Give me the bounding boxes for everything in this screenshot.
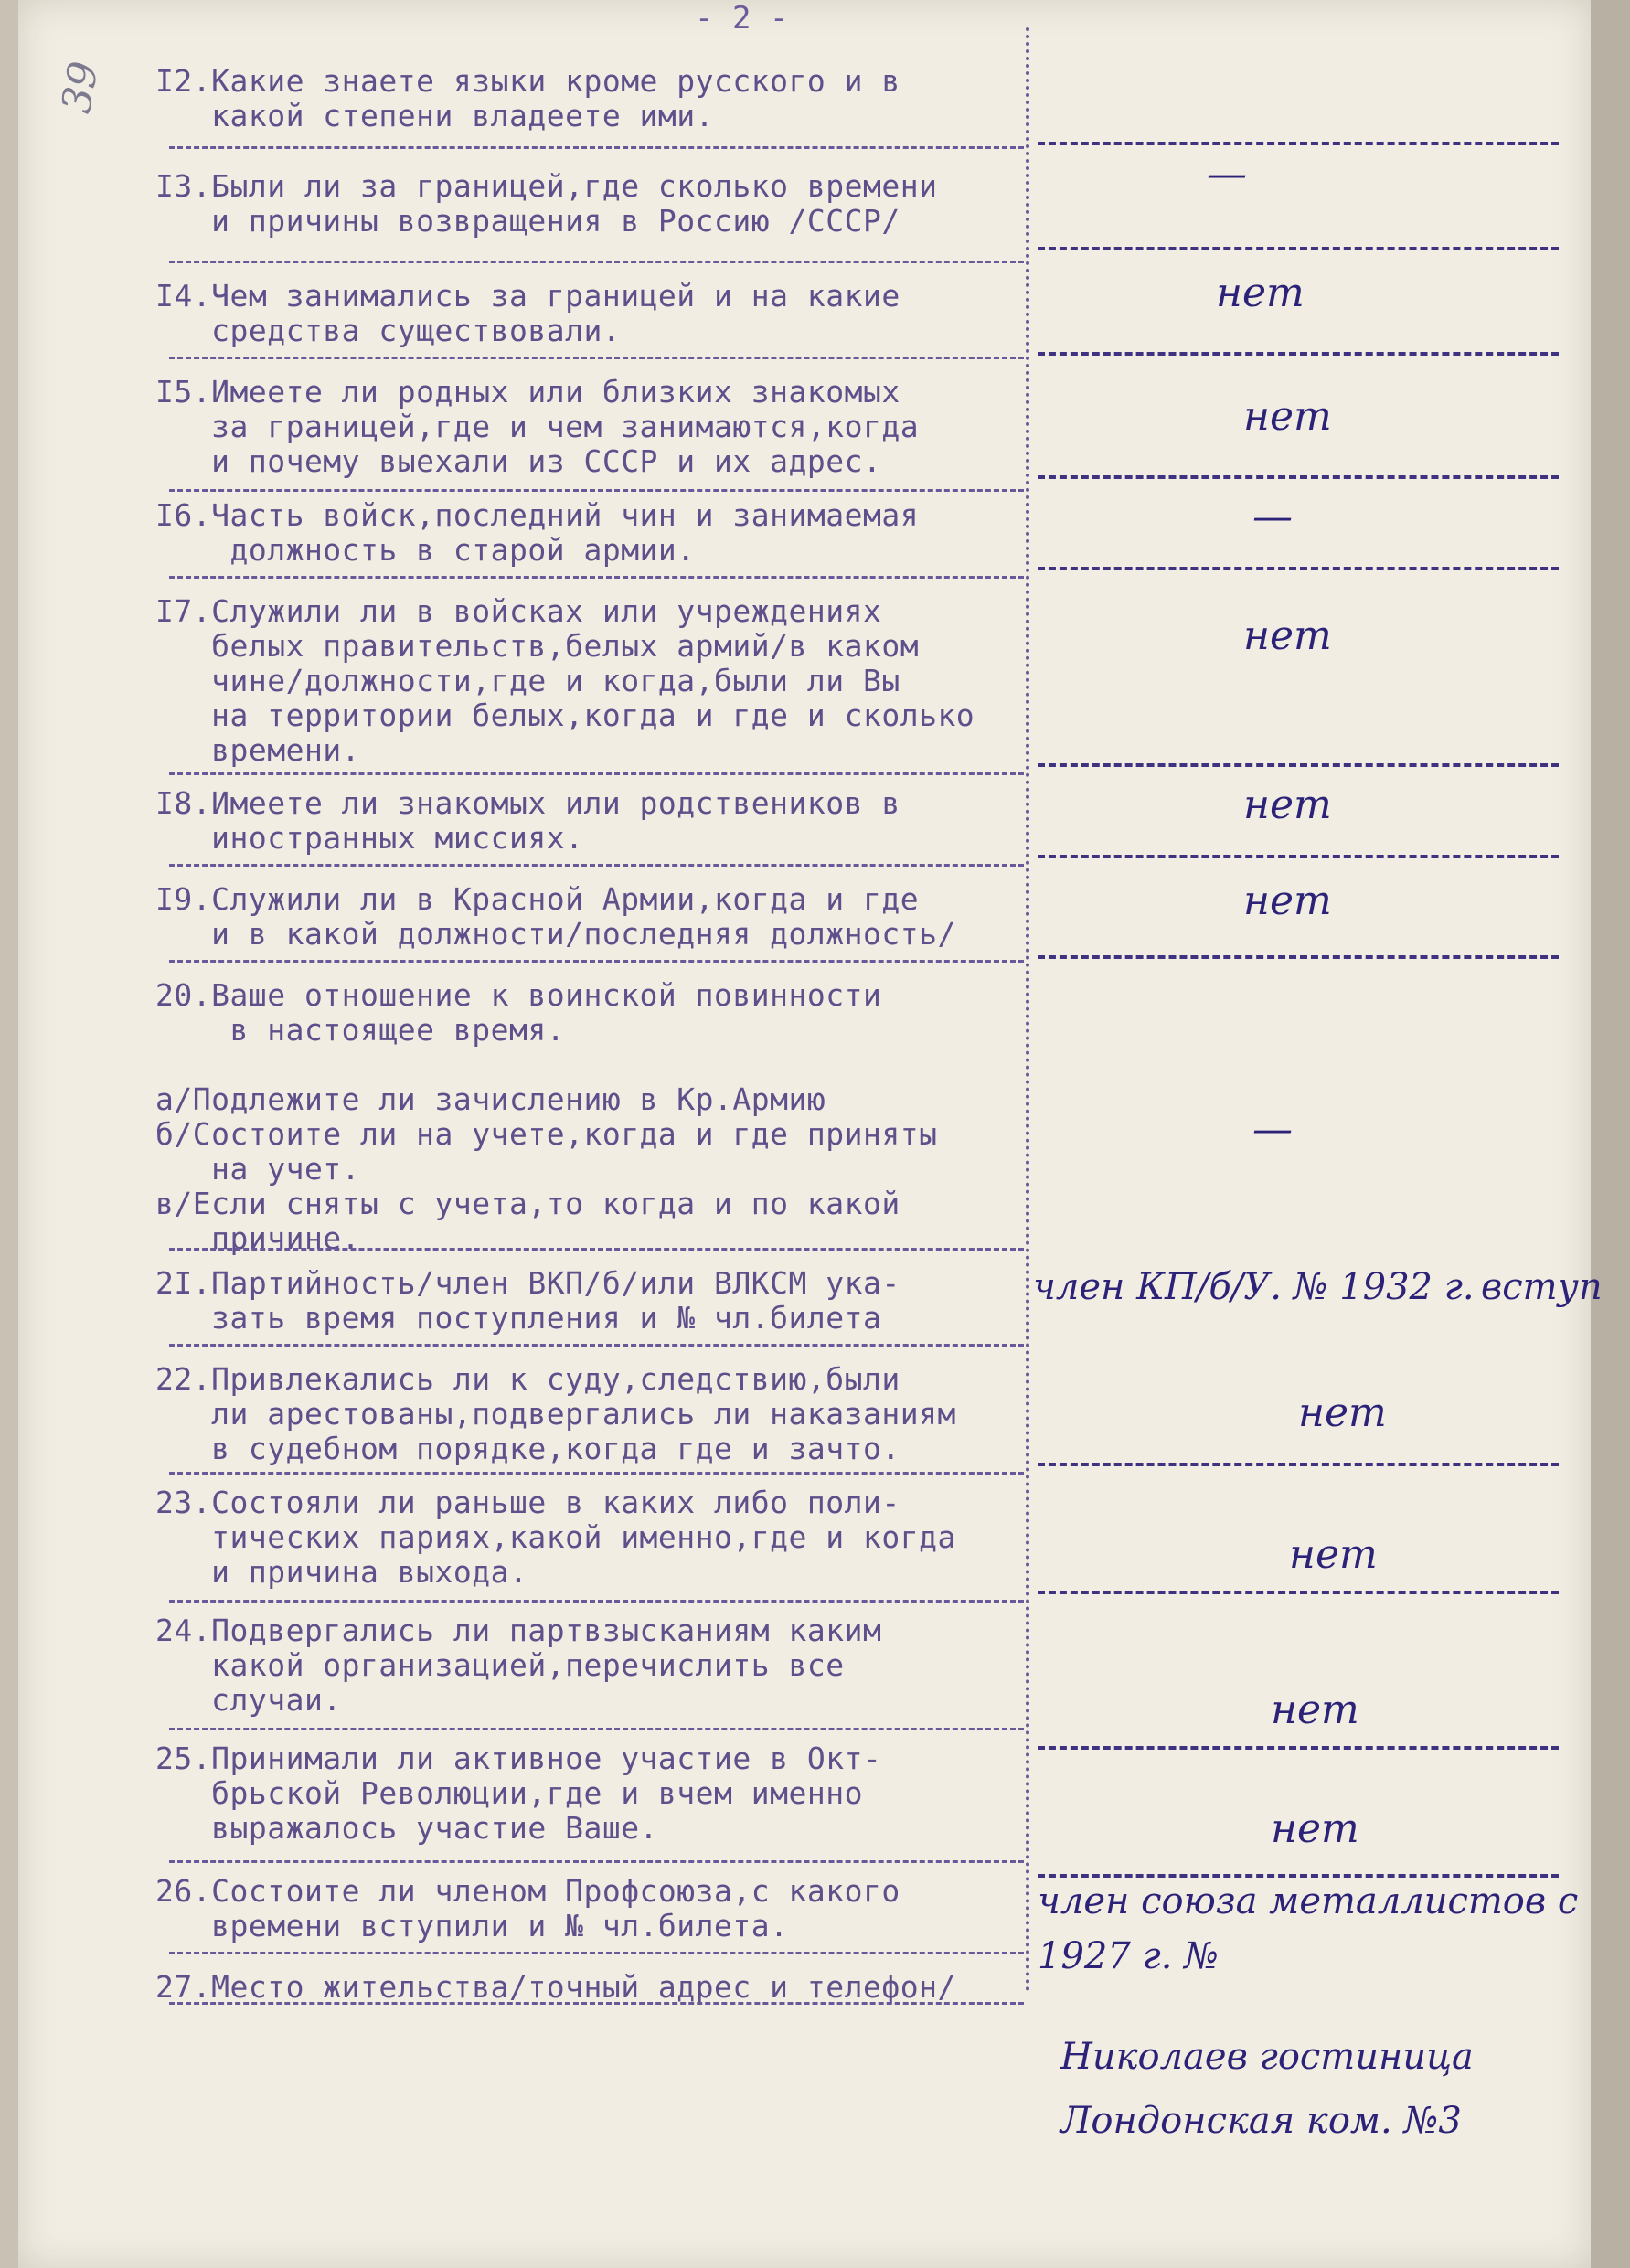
question-text: I6.Часть войск,последний чин и занимаемая должность в старой армии. [155, 497, 920, 568]
answer-handwritten: — [1207, 151, 1247, 197]
answer-handwritten: нет [1271, 1687, 1359, 1733]
answer-handwritten: нет [1243, 393, 1332, 440]
answer-handwritten: Николаев гостиница Лондонская ком. №3 [1060, 2036, 1474, 2142]
question-text: 27.Место жительства/точный адрес и телефон/ [155, 1969, 956, 2005]
separator-line [169, 1472, 1024, 1475]
question-text: 20.Ваше отношение к воинской повинности в настоящее время. а/Подлежите ли зачислению в Кр.Армию б/Состоите ли на учете,когда и где приняты на учет. в/Если сняты с учета,то когда и по какой причине. [155, 977, 938, 1256]
answer-handwritten: член союза металлистов с 1927 г. № [1038, 1880, 1579, 1977]
answer-separator-line [1038, 475, 1559, 479]
answer-separator-line [1038, 1746, 1559, 1750]
answer-handwritten: нет [1289, 1531, 1378, 1578]
question-text: I3.Были ли за границей,где сколько времени и причины возвращения в Россию /СССР/ [155, 168, 938, 239]
answer-handwritten: нет [1298, 1390, 1387, 1436]
answer-separator-line [1038, 763, 1559, 767]
separator-line [169, 1728, 1024, 1730]
separator-line [169, 1952, 1024, 1954]
answer-handwritten: — [1252, 494, 1293, 540]
question-text: I2.Какие знаете языки кроме русского и в какой степени владеете ими. [155, 63, 900, 133]
separator-line [169, 1248, 1024, 1251]
separator-line [169, 2002, 1024, 2005]
question-text: 22.Привлекались ли к суду,следствию,были ли арестованы,подвергались ли наказаниям в судебном порядке,когда где и зачто. [155, 1361, 956, 1466]
answer-separator-line [1038, 855, 1559, 858]
separator-line [169, 1344, 1024, 1347]
answer-separator-line [1038, 955, 1559, 959]
separator-line [169, 1600, 1024, 1603]
answer-separator-line [1038, 247, 1559, 250]
separator-line [169, 261, 1024, 263]
answer-handwritten: — [1252, 1106, 1293, 1153]
page-number: - 2 - [695, 0, 789, 37]
question-text: 23.Состояли ли раньше в каких либо поли- тических париях,какой именно,где и когда и причина выхода. [155, 1485, 956, 1590]
separator-line [169, 146, 1024, 149]
separator-line [169, 864, 1024, 867]
question-text: 24.Подвергались ли партвзысканиям каким какой организацией,перечислить все случаи. [155, 1613, 882, 1718]
separator-line [169, 960, 1024, 963]
separator-line [169, 489, 1024, 492]
question-text: I4.Чем занимались за границей и на какие средства существовали. [155, 278, 900, 348]
question-text: 25.Принимали ли активное участие в Окт- брьской Революции,где и вчем именно выражалось участие Ваше. [155, 1741, 882, 1846]
separator-line [169, 1860, 1024, 1863]
answer-separator-line [1038, 567, 1559, 570]
question-text: I8.Имеете ли знакомых или родствеников в иностранных миссиях. [155, 785, 900, 856]
paper-edge [1591, 0, 1630, 2268]
question-text: 26.Состоите ли членом Профсоюза,с какого времени вступили и № чл.билета. [155, 1873, 900, 1943]
question-text: I7.Служили ли в войсках или учреждениях белых правительств,белых армий/в каком чине/должности,где и когда,были ли Вы на территории белых,когда и где и сколько времени. [155, 593, 975, 768]
answer-separator-line [1038, 142, 1559, 145]
answer-separator-line [1038, 1463, 1559, 1466]
separator-line [169, 576, 1024, 579]
question-text: I5.Имеете ли родных или близких знакомых за границей,где и чем занимаются,когда и почему выехали из СССР и их адрес. [155, 374, 920, 479]
margin-handwritten-mark: 39 [53, 58, 108, 117]
answer-handwritten: нет [1243, 782, 1332, 828]
answer-handwritten: член КП/б/У. № 1932 г. [1033, 1266, 1475, 1308]
answer-separator-line [1038, 352, 1559, 356]
answer-handwritten: нет [1243, 878, 1332, 924]
answer-handwritten: нет [1216, 270, 1305, 316]
answer-separator-line [1038, 1591, 1559, 1594]
answer-handwritten: нет [1243, 612, 1332, 659]
question-text: 2I.Партийность/член ВКП/б/или ВЛКСМ ука- зать время поступления и № чл.билета [155, 1265, 900, 1336]
answer-handwritten-extra: вступ [1481, 1266, 1603, 1308]
separator-line [169, 357, 1024, 359]
answer-handwritten: нет [1271, 1805, 1359, 1852]
separator-line [169, 772, 1024, 775]
question-text: I9.Служили ли в Красной Армии,когда и где и в какой должности/последняя должность/ [155, 881, 956, 952]
